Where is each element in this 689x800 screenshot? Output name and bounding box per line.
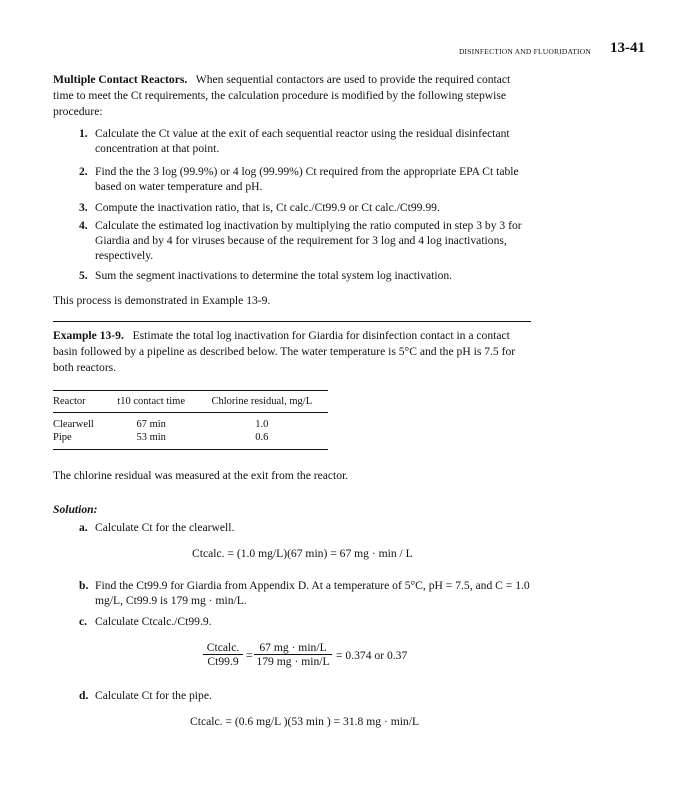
step-number: 1. — [79, 127, 88, 140]
running-title: DISINFECTION AND FLUORIDATION — [458, 47, 591, 56]
table-row — [53, 413, 328, 432]
col-chlorine-residual: Chlorine residual, mg/L — [211, 396, 313, 407]
step-3 — [79, 200, 531, 215]
cell-time: 67 min — [136, 419, 166, 430]
cell-residual: 1.0 — [255, 419, 269, 430]
table-row — [53, 431, 328, 450]
step-text: Calculate the estimated log inactivation by multiplying the ratio computed in step 3 by 3 for Giardia and by 4 for viruses because of the requirement for 3 log and 4 log inactivations, respectively. — [95, 219, 522, 262]
step-2 — [79, 164, 531, 194]
step-number: 5. — [79, 269, 88, 282]
step-text: Sum the segment inactivations to determine the total system log inactivation. — [95, 269, 453, 282]
sub-text: Calculate Ct for the clearwell. — [95, 521, 235, 534]
fraction-denominator: 179 mg · min/L — [254, 654, 332, 668]
example-label: Example 13-9. — [53, 329, 124, 342]
equation-pipe: Ctcalc. = (0.6 mg/L )(53 min ) = 31.8 mg · min/L — [190, 715, 420, 728]
step-text: Find the the 3 log (99.9%) or 4 log (99.99%) Ct required from the appropriate EPA Ct table based on water temperature and pH. — [95, 165, 519, 193]
ratio-result: = 0.374 or 0.37 — [336, 649, 408, 662]
fraction-left — [203, 641, 243, 668]
sub-letter: a. — [79, 521, 88, 534]
fraction-denominator: Ct99.9 — [203, 654, 243, 668]
example-paragraph — [53, 328, 533, 376]
cell-residual: 0.6 — [255, 432, 269, 443]
solution-step-d — [79, 688, 531, 703]
solution-step-b — [79, 578, 531, 608]
step-5 — [79, 268, 531, 283]
example-top-rule — [53, 321, 531, 322]
equals-sign: = — [246, 649, 253, 662]
equation-clearwell: Ctcalc. = (1.0 mg/L)(67 min) = 67 mg · min / L — [192, 547, 413, 560]
reactor-table — [53, 390, 328, 450]
residual-note: The chlorine residual was measured at the exit from the reactor. — [53, 469, 349, 482]
step-1 — [79, 126, 531, 156]
step-4 — [79, 218, 531, 263]
step-number: 2. — [79, 165, 88, 178]
sub-letter: c. — [79, 615, 88, 628]
demo-text: This process is demonstrated in Example 13-9. — [53, 294, 271, 307]
step-text: Compute the inactivation ratio, that is, Ct calc./Ct99.9 or Ct calc./Ct99.99. — [95, 201, 440, 214]
example-text: Estimate the total log inactivation for Giardia for disinfection contact in a contact basin followed by a pipeline as described below. The water temperature is 5°C and the pH is 7.5 for both reactors. — [53, 329, 516, 374]
fraction-right — [254, 641, 332, 668]
fraction-numerator: Ctcalc. — [206, 641, 240, 654]
sub-text: Find the Ct99.9 for Giardia from Appendix D. At a temperature of 5°C, pH = 7.5, and C = 1.0 mg/L, Ct99.9 is 179 mg · min/L. — [95, 579, 530, 607]
sub-text: Calculate Ct for the pipe. — [95, 689, 212, 702]
step-text: Calculate the Ct value at the exit of each sequential reactor using the residual disinfectant concentration at that point. — [95, 127, 510, 155]
page-number: 13-41 — [610, 40, 645, 56]
solution-step-c — [79, 614, 531, 629]
sub-text: Calculate Ctcalc./Ct99.9. — [95, 615, 212, 628]
intro-paragraph — [53, 72, 533, 120]
cell-reactor: Pipe — [53, 432, 72, 443]
sub-letter: d. — [79, 689, 89, 702]
intro-lead: Multiple Contact Reactors. — [53, 73, 188, 86]
step-number: 4. — [79, 219, 88, 232]
step-number: 3. — [79, 201, 88, 214]
sub-letter: b. — [79, 579, 89, 592]
fraction-numerator: 67 mg · min/L — [259, 641, 327, 654]
col-reactor: Reactor — [53, 396, 86, 407]
intro-text: When sequential contactors are used to provide the required contact time to meet the Ct requirements, the calculation procedure is modified by the following stepwise procedure: — [53, 73, 511, 118]
solution-step-a — [79, 520, 531, 535]
col-contact-time: t10 contact time — [117, 396, 185, 407]
cell-time: 53 min — [136, 432, 166, 443]
cell-reactor: Clearwell — [53, 419, 94, 430]
solution-heading: Solution: — [53, 503, 98, 516]
